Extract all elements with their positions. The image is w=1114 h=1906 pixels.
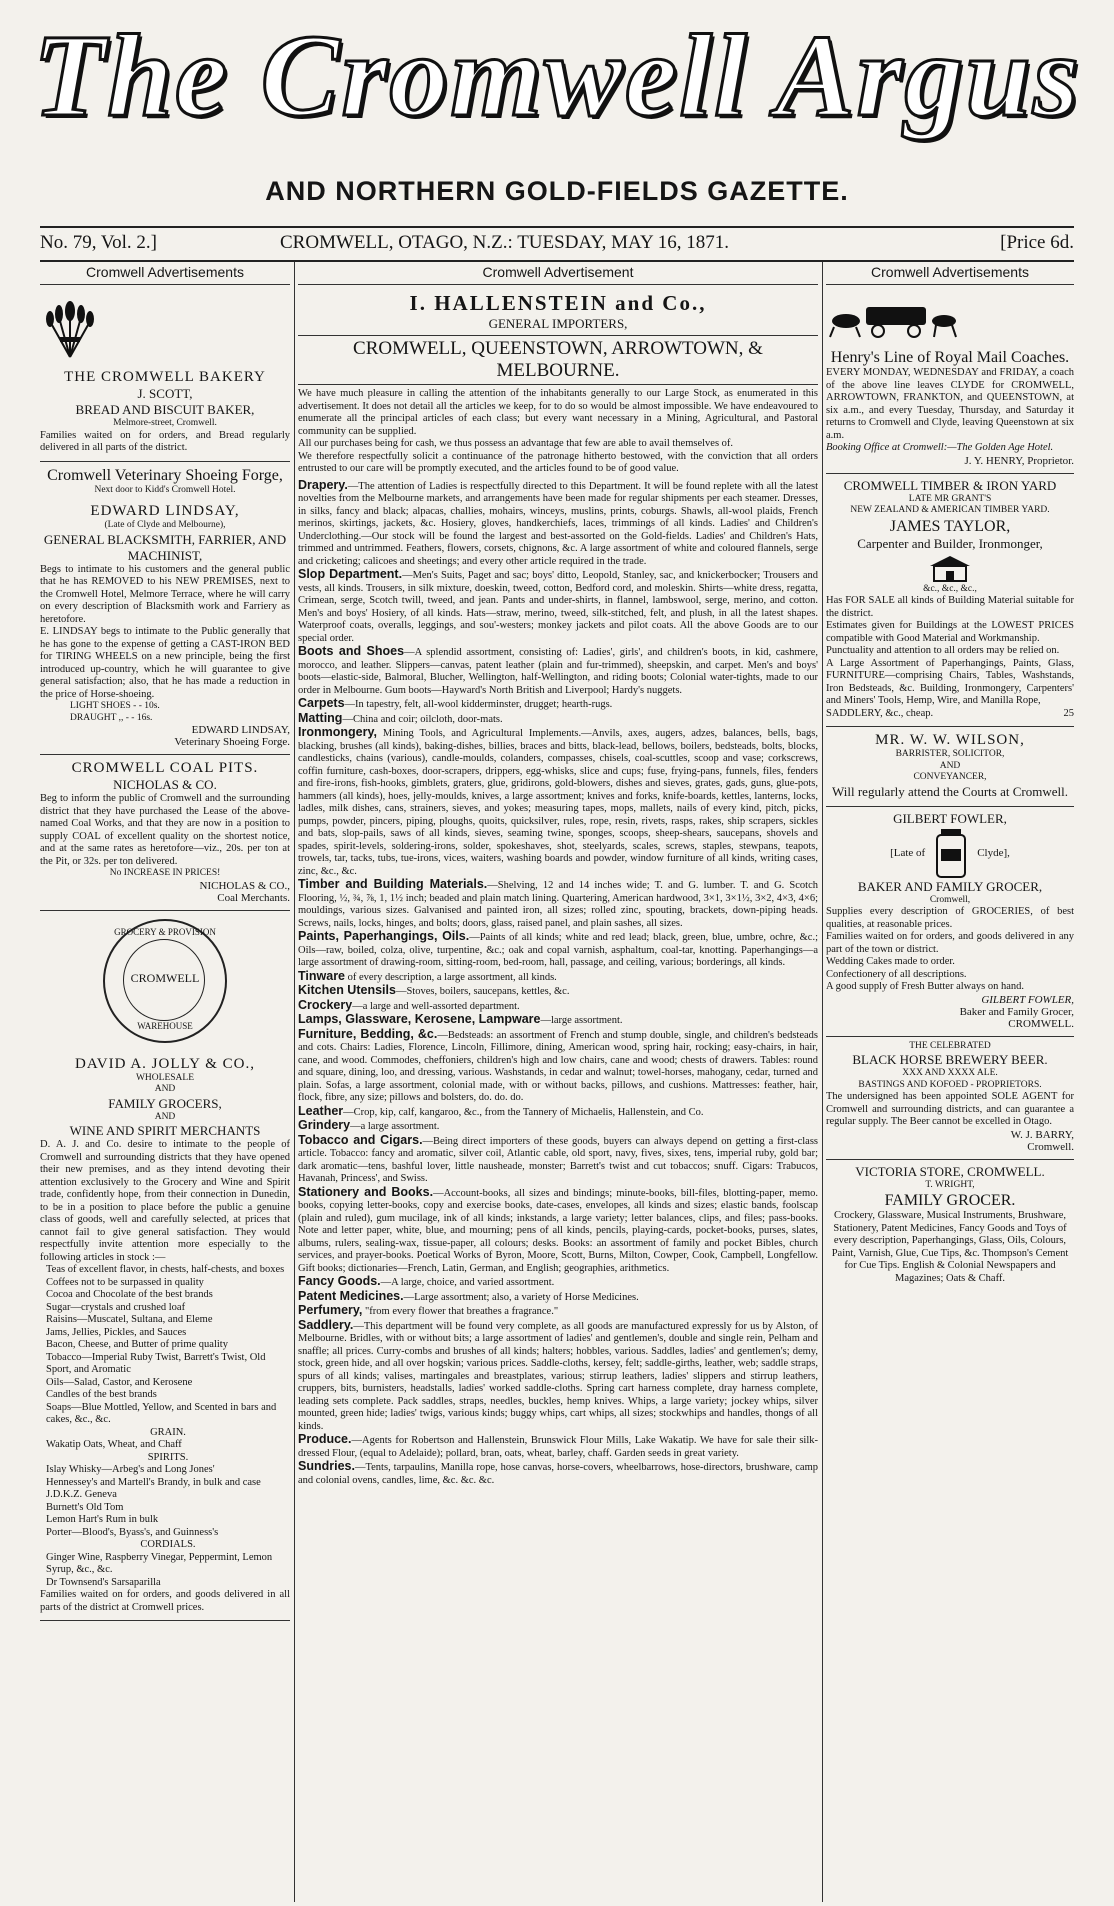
ad-line: BARRISTER, SOLICITOR, bbox=[895, 749, 1005, 759]
ad-title: THE CROMWELL BAKERY bbox=[64, 369, 266, 385]
seal-center-text: CROMWELL bbox=[130, 970, 200, 985]
ad-trade: FAMILY GROCER. bbox=[884, 1192, 1016, 1209]
list-item: Teas of excellent flavor, in chests, half-chests, and boxes bbox=[46, 1264, 285, 1275]
department-entry bbox=[298, 984, 818, 999]
ad-body: A Large Assortment of Paperhangings, Paints, Glass, FURNITURE—comprising Chairs, Tables, Washstands, Iron Bedsteads, &c. Building, Ironmongery, Carpenters' and Miners' Tools, Hemp, Wire, and Manilla Rope, bbox=[826, 657, 1074, 706]
ad-line: WINE AND SPIRIT MERCHANTS bbox=[69, 1123, 261, 1138]
ad-pre: THE CELEBRATED bbox=[909, 1040, 991, 1051]
house-icon bbox=[928, 554, 972, 582]
ad-signature: CROMWELL. bbox=[1008, 1017, 1074, 1030]
ad-late-b: Clyde], bbox=[977, 846, 1010, 859]
ad-name: J. SCOTT, bbox=[137, 386, 193, 401]
ad-fowler-grocer bbox=[826, 807, 1074, 1037]
ad-line: FAMILY GROCERS, bbox=[108, 1095, 222, 1111]
list-item: Raisins—Muscatel, Sultana, and Eleme bbox=[46, 1314, 213, 1325]
list-item: Coffees not to be surpassed in quality bbox=[46, 1276, 204, 1288]
department-entry bbox=[298, 878, 818, 930]
department-text: —This department will be found very complete, as all goods are manufactured expressly for us by Alston, of Melbourne. Bridles, with or without bits; a large assortment of ladies' and gentlemen's, double and single rein, Pelham and snaffle; all prices. Curry-combs and brushes of all kinds; halters; hobbles, various. Saddles, ladies' and gentlemen's; demy, stock, green hide, and all over hogskin; various prices. Saddle-cloths, kersey, felt; saddle-girths, leather, web; saddle straps, spurs of all kinds; valises, martingales and breastplates, various; stirrup leathers, ladies' slippers and stirrup leathers, cruppers, bits, burnisters, headstalls, ladies' worked saddle-cloths. Spring cart harness complete, dray harness complete, leading sets complete. Pack saddles, straps, needles, buckles, hemp knives. Whips, a large variety; jockey whips, silver mounted, green hide; ladies' twigs, various kinds; buggy whips, cart whips, all sizes; stockwhips and handles, thongs of all kinds. bbox=[298, 1320, 818, 1432]
column-header: Cromwell Advertisements bbox=[40, 264, 290, 285]
intro-paragraph: We therefore respectfully solicit a continuance of the patronage hitherto bestowed, with the conviction that all orders entrusted to our care will be promptly executed, and the articles found to be of good value. bbox=[298, 450, 818, 474]
department-heading: Tinware bbox=[298, 968, 346, 983]
list-item: Candles of the best brands bbox=[46, 1389, 157, 1400]
department-entry bbox=[298, 970, 818, 985]
ad-trade: GENERAL BLACKSMITH, FARRIER, AND MACHINIST, bbox=[43, 531, 287, 563]
department-heading: Patent Medicines. bbox=[298, 1288, 404, 1303]
department-text: —a large assortment. bbox=[350, 1121, 440, 1132]
ad-name: MR. W. W. WILSON, bbox=[875, 732, 1025, 748]
department-text: —Being direct importers of these goods, buyers can always depend on getting a first-class article. Tobacco: fancy and aromatic, silver coil, Atlantic cable, old sport, navy, fives, sixes, tens, imperial ruby, gold bar; dark aromatic—tens, bashful lover, little nausheade, monster; Barrett's twist and cut tobaccos; snuff. Cigars: Trabucos, Havanah, Princess', and Swiss. bbox=[298, 1135, 818, 1184]
department-heading: Slop Department. bbox=[298, 567, 403, 581]
ad-signature: Cromwell. bbox=[1027, 1140, 1074, 1153]
ad-body: EVERY MONDAY, WEDNESDAY and FRIDAY, a coach of the above line leaves CLYDE for CROMWELL, ARROWTOWN, FRANKTON, and QUEENSTOWN, at six a.m., and every Tuesday, Thursday, and Saturday it returns to Cromwell and Clyde, leaving Queenstown at six a.m. bbox=[826, 367, 1074, 441]
ad-body: D. A. J. and Co. desire to intimate to the people of Cromwell and surrounding districts that they have opened their new premises, and as they intend devoting their attention exclusively to the Grocery and Wine and Spirit trade, confidently hope, from their connection in Dunedin, to be in a position to place before the public a genuine class of goods, well and carefully selected, at prices that cannot fail to give general satisfaction. They would respectfully invite attention more especially to the following articles in stock :— bbox=[40, 1139, 290, 1263]
ad-body: Families waited on for orders, and Bread regularly delivered in all parts of the district. bbox=[40, 429, 290, 453]
ad-subline: XXX AND XXXX ALE. bbox=[902, 1068, 998, 1078]
column-header: Cromwell Advertisements bbox=[826, 264, 1074, 285]
ad-name: T. WRIGHT, bbox=[925, 1179, 975, 1190]
ad-body: A good supply of Fresh Butter always on hand. bbox=[826, 981, 1025, 992]
department-text: —Stoves, boilers, saucepans, kettles, &c. bbox=[395, 986, 570, 997]
department-heading: Crockery bbox=[298, 997, 353, 1012]
intro-paragraph: We have much pleasure in calling the attention of the inhabitants generally to our Large Stock, as enumerated in this advertisement. It does not detail all the articles we keep, for to do so would be almost impossible. We have endeavoured to enumerate all the principal articles of each class; but every want necessary in a Mining, Agricultural, and Pastoral community can be supplied. bbox=[298, 388, 818, 437]
ad-wilson-barrister bbox=[826, 727, 1074, 807]
department-text: of every description, a large assortment, all kinds. bbox=[345, 971, 557, 983]
column-header: Cromwell Advertisement bbox=[298, 264, 818, 285]
department-heading: Grindery bbox=[298, 1118, 351, 1132]
price-line: DRAUGHT ,, - - 16s. bbox=[70, 712, 153, 723]
department-entry bbox=[298, 1433, 818, 1460]
department-heading: Lamps, Glassware, Kerosene, Lampware bbox=[298, 1012, 541, 1026]
place-date: CROMWELL, OTAGO, N.Z.: TUESDAY, MAY 16, 1871. bbox=[280, 232, 730, 253]
department-text: —Men's Suits, Paget and sac; boys' ditto, Leopold, Stanley, sac, and knickerbocker; Trousers and vests, all kinds. Trousers, in silk mixture, doeskin, tweed, cotton, Bedford cord, and moleskin. Shirts—white dress, regatta, Crimean, serge, Scotch twill, tweed, and jean. Pants and under-shirts, in flannel, lambswool, serge, merino, and cotton. Men's and boys' Hosiery, of all kinds. Hats—straw, merino, tweed, silk-stitched, felt, and plush, in all the latest shapes. Waterproof coats, overalls, leggings, and sou'-westers; monkey jackets and pilot coats. All the above Goods are to our special order. bbox=[298, 570, 818, 644]
list-item: Jams, Jellies, Pickles, and Sauces bbox=[46, 1326, 187, 1338]
ad-body: Has FOR SALE all kinds of Building Material suitable for the district. bbox=[826, 595, 1074, 619]
department-entry bbox=[298, 1105, 818, 1120]
ad-signature: Coal Merchants. bbox=[217, 891, 290, 904]
ad-title: Cromwell Veterinary Shoeing Forge, bbox=[47, 466, 283, 484]
ad-body: E. LINDSAY begs to intimate to the Public generally that he has gone to the expense of getting a CAST-IRON BED for TIRING WHEELS on a new principle, being the first introduced up-country, which he will guarantee to give general satisfaction; also, that he has made a reduction in the price of Horse-shoeing. bbox=[40, 626, 290, 700]
ad-late-a: [Late of bbox=[890, 846, 926, 859]
department-entry bbox=[298, 568, 818, 645]
department-text: —Account-books, all sizes and bindings; minute-books, bill-files, blotting-paper, memo. books, copying letter-books, copy and exercise books, date-cases, envelopes, all kinds and sizes; elastic bands, foolscap (plain and ruled), gum mucilage, ink of all kinds; inkstands, a large variety; letter balances, clips, and files; pass-books. Note and letter paper, white, blue, and mourning; pens of all kinds, pencils, playing-cards, pocket-books, purses, slates, albums, rulers, sealing-wax, tissue-paper, all colours; desks. Books: an assortment of family and pocket Bibles, church services, and prayer-books. Poetical Works of Byron, Moore, Scott, Burns, Milton, Cowper, Cook, Campbell, Longfellow. Gift books; dictionaries—French, Latin, German, and English; geographies, arithmetics. bbox=[298, 1187, 818, 1274]
department-text: —A large, choice, and varied assortment. bbox=[380, 1277, 555, 1288]
seal-top-text: GROCERY & PROVISION bbox=[114, 926, 216, 937]
ad-title: BLACK HORSE BREWERY BEER. bbox=[852, 1052, 1048, 1067]
dateline-rule bbox=[40, 260, 1074, 262]
ad-signature: EDWARD LINDSAY, bbox=[191, 724, 290, 736]
department-entry bbox=[298, 1304, 818, 1319]
wheat-sheaf-icon bbox=[40, 299, 100, 359]
department-heading: Fancy Goods. bbox=[298, 1274, 381, 1288]
seal-bottom-text: WAREHOUSE bbox=[137, 1020, 193, 1031]
masthead bbox=[0, 0, 1114, 225]
department-text: —a large and well-assorted department. bbox=[352, 1000, 520, 1012]
department-entry bbox=[298, 1460, 818, 1487]
ad-name: NICHOLAS & CO. bbox=[113, 777, 217, 792]
department-heading: Perfumery, bbox=[298, 1303, 363, 1317]
ad-etc: &c., &c., &c., bbox=[923, 583, 977, 594]
department-heading: Ironmongery, bbox=[298, 725, 377, 739]
department-entry bbox=[298, 1119, 818, 1134]
department-text: —Tents, tarpaulins, Manilla rope, hose canvas, horse-covers, wheelbarrows, hose-directors, brushware, camp and colonial ovens, candles, lime, &c. &c. &c. bbox=[298, 1462, 818, 1486]
department-list bbox=[298, 479, 818, 1488]
ad-signature: W. J. BARRY, bbox=[1010, 1128, 1074, 1141]
ad-body: The undersigned has been appointed SOLE AGENT for Cromwell and surrounding districts, and can guarantee a regular supply. The Beer cannot be excelled in Otago. bbox=[826, 1091, 1074, 1127]
department-entry bbox=[298, 1319, 818, 1434]
ad-cromwell-bakery bbox=[40, 291, 290, 462]
department-text: —A splendid assortment, consisting of: Ladies', girls', and children's boots, in kid, cashmere, morocco, and leather. Slippers—canvas, patent leather (plain and fur-trimmed), sheepskin, and carpet. Men's and boys' boots—elastic-side, Balmoral, Blucher, Wellington, half-Wellington, and riding boots; Colonial water-tights, made to our order in Melbourne. Gum boots—Hayward's North British and Liverpool; Hardy's nuggets. bbox=[298, 647, 818, 696]
firm-places: CROMWELL, QUEENSTOWN, ARROWTOWN, & MELBOURNE. bbox=[298, 335, 818, 385]
ad-body: Will regularly attend the Courts at Cromwell. bbox=[832, 783, 1068, 799]
list-item: Dr Townsend's Sarsaparilla bbox=[46, 1576, 161, 1588]
intro-paragraph: All our purchases being for cash, we thus possess an advantage that few are able to avail themselves of. bbox=[298, 438, 734, 449]
list-item: Porter—Blood's, Byass's, and Guinness's bbox=[46, 1526, 219, 1538]
ad-note: No INCREASE IN PRICES! bbox=[109, 868, 221, 878]
list-item: Bacon, Cheese, and Butter of prime quality bbox=[46, 1339, 228, 1350]
grocery-seal bbox=[103, 919, 227, 1043]
ad-note: Booking Office at Cromwell:—The Golden Age Hotel. bbox=[826, 442, 1054, 453]
department-heading: Leather bbox=[298, 1103, 344, 1118]
list-item: Oils—Salad, Castor, and Kerosene bbox=[46, 1376, 193, 1388]
ad-name: DAVID A. JOLLY & CO., bbox=[75, 1055, 255, 1072]
ad-body: Punctuality and attention to all orders may be relied on. bbox=[826, 645, 1060, 656]
ad-signature: Baker and Family Grocer, bbox=[959, 1005, 1074, 1018]
department-entry bbox=[298, 726, 818, 878]
department-heading: Drapery. bbox=[298, 477, 348, 492]
ad-title: VICTORIA STORE, CROMWELL. bbox=[855, 1163, 1045, 1179]
ad-signature: Veterinary Shoeing Forge. bbox=[174, 736, 290, 748]
coach-icon bbox=[826, 299, 966, 339]
ad-body: Beg to inform the public of Cromwell and the surrounding district that they have purchased the Lease of the above-named Coal Works, and that they are now in a position to supply COAL of excellent quality on the shortest notice, and at the same rates as heretofore—viz., 20s. per ton at the Pit, or 32s. per ton delivered. bbox=[40, 793, 290, 867]
department-entry bbox=[298, 999, 818, 1014]
department-text: —In tapestry, felt, all-wool kidderminster, drugget; hearth-rugs. bbox=[344, 699, 613, 710]
column-left bbox=[40, 264, 290, 1900]
department-entry bbox=[298, 645, 818, 697]
department-heading: Carpets bbox=[298, 696, 345, 710]
department-heading: Matting bbox=[298, 710, 343, 725]
ad-number: 25 bbox=[1063, 707, 1074, 719]
department-heading: Tobacco and Cigars. bbox=[298, 1132, 423, 1147]
firm-name: I. HALLENSTEIN and Co., bbox=[409, 291, 707, 315]
department-heading: Stationery and Books. bbox=[298, 1184, 434, 1199]
ad-late-row bbox=[826, 827, 1074, 879]
column-center bbox=[298, 264, 818, 1900]
ad-body: Crockery, Glassware, Musical Instruments, Brushware, Stationery, Patent Medicines, Fancy Goods and Toys of every description, Paperhangings, Glass, Oils, Colours, Paint, Varnish, Glue, Cue Tips, &c. Thompson's Cement for Cue Tips. English & Colonial Newspapers and Magazines; Oats & Chaff. bbox=[831, 1210, 1069, 1284]
department-text: —Shelving, 12 and 14 inches wide; T. and G. lumber. T. and G. Scotch Flooring, ½, ¾, ⅞, 1, 1½ inch; beaded and plain match lining. Quartering, American hardwood, 3×1, 3×1½, 3×2, 4×3, 4×6; mouldings, various sizes. Galvanised and painted iron, all sizes; rolled zinc, spouting, brackets, down-piping heads. Screws, nails, locks, hinges, and bolts; doors, glass, raised panel, and plain sashes, all sizes. bbox=[298, 880, 818, 929]
price-line: LIGHT SHOES - - 10s. bbox=[70, 701, 160, 711]
ad-subline: LATE MR GRANT'S bbox=[908, 493, 992, 504]
department-text: —Large assortment; also, a variety of Horse Medicines. bbox=[403, 1291, 639, 1303]
ad-line: AND bbox=[154, 1084, 176, 1094]
list-subhead: GRAIN. bbox=[150, 1426, 186, 1438]
list-item: Lemon Hart's Rum in bulk bbox=[46, 1514, 159, 1525]
ad-timber-yard bbox=[826, 474, 1074, 728]
column-rule bbox=[294, 262, 295, 1902]
ad-body: Estimates given for Buildings at the LOWEST PRICES compatible with Good Material and Workmanship. bbox=[826, 620, 1074, 644]
department-heading: Furniture, Bedding, &c. bbox=[298, 1026, 438, 1041]
ad-signature: NICHOLAS & CO., bbox=[199, 879, 290, 892]
ad-signature: GILBERT FOWLER, bbox=[981, 993, 1074, 1006]
newspaper-title: The Cromwell Argus bbox=[33, 10, 1081, 141]
department-entry bbox=[298, 697, 818, 712]
department-heading: Sundries. bbox=[298, 1459, 355, 1473]
ad-name: JAMES TAYLOR, bbox=[889, 517, 1011, 535]
ad-line: CONVEYANCER, bbox=[913, 772, 987, 782]
list-item: Sugar—crystals and crushed loaf bbox=[46, 1301, 186, 1313]
department-heading: Timber and Building Materials. bbox=[298, 877, 488, 891]
department-entry bbox=[298, 1290, 818, 1305]
ad-body: Confectionery of all descriptions. bbox=[826, 968, 967, 980]
ad-name: GILBERT FOWLER, bbox=[893, 810, 1007, 826]
jar-icon bbox=[931, 827, 971, 879]
list-item: Wakatip Oats, Wheat, and Chaff bbox=[46, 1439, 182, 1450]
list-item: Soaps—Blue Mottled, Yellow, and Scented in bars and cakes, &c., &c. bbox=[46, 1401, 277, 1425]
ad-royal-mail-coaches bbox=[826, 291, 1074, 474]
list-item: Cocoa and Chocolate of the best brands bbox=[46, 1289, 213, 1300]
price: [Price 6d. bbox=[1000, 232, 1074, 253]
ad-line: WHOLESALE bbox=[135, 1072, 195, 1083]
ad-trade: Carpenter and Builder, Ironmonger, bbox=[857, 535, 1043, 551]
department-entry bbox=[298, 1013, 818, 1028]
department-text: —Bedsteads: an assortment of French and stump double, single, and children's bedsteads and cots. Chairs: Ladies, Florence, Lincoln, Fillimore, dining, American wood, spring hair, rocking; easy-chairs, in hair, cane, and wood. Commodes, cheffoniers, children's high and low chairs, cane and wood; chests of drawers. Tables: round and square, dining, loo, and dressing, various. Washstands, in cedar and walnut; towel-horses, mahogany, cedar, turned and plain. Sofas, a large assortment, colonial made, with or without backs, pillows, and cushions. Mattresses: feather, hair, flock, fibre, any size; pillows and bolsters, do. do. do. bbox=[298, 1029, 818, 1103]
list-subhead: CORDIALS. bbox=[140, 1539, 196, 1550]
ad-footer: Families waited on for orders, and goods delivered in all parts of the district at Cromwell prices. bbox=[40, 1589, 290, 1613]
department-entry bbox=[298, 1134, 818, 1186]
ad-veterinary-forge bbox=[40, 462, 290, 756]
department-heading: Paints, Paperhangings, Oils. bbox=[298, 929, 470, 943]
column-rule bbox=[822, 262, 823, 1902]
department-entry bbox=[298, 930, 818, 970]
ad-subline: (Late of Clyde and Melbourne), bbox=[104, 520, 226, 530]
department-text: —China and coir; oilcloth, door-mats. bbox=[342, 713, 503, 725]
department-text: —large assortment. bbox=[540, 1015, 623, 1026]
department-heading: Saddlery. bbox=[298, 1317, 354, 1332]
department-text: —Paints of all kinds; white and red lead; black, green, blue, umbre, ochre, &c.; Oils—raw, boiled, colza, olive, turpentine, &c.; oak and copal varnish, asphaltum, coal-tar, knotting. Paperhangings—a large assortment of drawing-room, sitting-room, bed-room, hall, passage, and ceiling, various; borderings, all kinds. bbox=[298, 932, 818, 968]
ad-jolly-grocers bbox=[40, 1051, 290, 1622]
ad-victoria-store bbox=[826, 1160, 1074, 1292]
list-item: J.D.K.Z. Geneva bbox=[46, 1489, 117, 1500]
ad-body-tail: SADDLERY, &c., cheap. bbox=[826, 707, 934, 719]
ad-town: Cromwell, bbox=[929, 894, 971, 905]
firm-subtitle: GENERAL IMPORTERS, bbox=[488, 316, 628, 331]
list-item: Ginger Wine, Raspberry Vinegar, Peppermint, Lemon Syrup, &c., &c. bbox=[46, 1551, 273, 1575]
department-heading: Kitchen Utensils bbox=[298, 983, 396, 997]
ad-body: Supplies every description of GROCERIES, of best qualities, at reasonable prices. bbox=[826, 906, 1074, 930]
department-text: —The attention of Ladies is respectfully directed to this Department. It will be found replete with all the latest novelties from the Melbourne markets, and arrangements have been made for regular shipments per each steamer. Dresses, in silks, fancy and black; alpacas, challies, mohairs, winceys, muslins, prints, coburgs. Shawls, all-wool plaids, French merinos, skirtings, jackets, &c. Hosiery, gloves, handkerchiefs, laces, trimmings of all kinds. Ladies' and Children's Underclothing.—Our stock will be found the largest and best-assorted on the Gold-fields. Ladies' and Children's Hats, trimmed and untrimmed. Feathers, flowers, corsets, chignons, &c. A large assortment of white and coloured flannels, serge and cricketing; calicoes and sheetings; and every other article required in the trade. bbox=[298, 480, 818, 567]
ad-coal-pits bbox=[40, 755, 290, 911]
department-entry bbox=[298, 1028, 818, 1105]
ad-body: Families waited on for orders, and goods delivered in any part of the town or district. bbox=[826, 931, 1074, 955]
ad-name: EDWARD LINDSAY, bbox=[90, 503, 240, 519]
list-item: Islay Whisky—Arbeg's and Long Jones' bbox=[46, 1464, 215, 1475]
ad-props: BASTINGS AND KOFOED - PROPRIETORS. bbox=[858, 1079, 1042, 1090]
department-heading: Produce. bbox=[298, 1432, 352, 1446]
ad-body bbox=[826, 708, 1074, 721]
ad-line: AND bbox=[939, 760, 961, 771]
department-entry bbox=[298, 479, 818, 569]
ad-subline: NEW ZEALAND & AMERICAN TIMBER YARD. bbox=[850, 505, 1050, 515]
list-item: Burnett's Old Tom bbox=[46, 1501, 124, 1513]
dateline bbox=[40, 232, 1074, 258]
ad-signature: J. Y. HENRY, Proprietor. bbox=[964, 454, 1074, 467]
ad-line: AND bbox=[154, 1111, 176, 1122]
ad-address: Next door to Kidd's Cromwell Hotel. bbox=[94, 484, 236, 495]
issue-number: No. 79, Vol. 2.] bbox=[40, 232, 158, 253]
ad-title: CROMWELL COAL PITS. bbox=[71, 760, 259, 776]
department-entry bbox=[298, 1275, 818, 1290]
stock-list bbox=[40, 1264, 290, 1589]
ad-title: CROMWELL TIMBER & IRON YARD bbox=[843, 477, 1057, 493]
ad-body: Wedding Cakes made to order. bbox=[826, 956, 955, 967]
top-rule bbox=[40, 226, 1074, 228]
ad-trade: BREAD AND BISCUIT BAKER, bbox=[75, 402, 255, 417]
ad-title: Henry's Line of Royal Mail Coaches. bbox=[830, 349, 1070, 366]
column-right bbox=[826, 264, 1074, 1900]
department-text: Mining Tools, and Agricultural Implements.—Anvils, axes, augers, adzes, balances, bells, bags, blacking, brushes (all kinds), baking-dishes, billies, braces and bitts, black-lead, bellows, boilers, bedsteads, bolts, blocks, candlesticks, chains (various), candle-moulds, colanders, compasses, chisels, coal-scuttles, scoop and vase; corkscrews, coffin furniture, cash-boxes, door-scrapers, drippers, egg-whisks, slice and cups; fuse, frying-pans, funnels, files, fenders and fire-irons, fish-hooks, gimblets, graters, glue, gridirons, gold-blowers, dishes and sieves, grates, gads, guns, glue-pots, hammers (all kinds), hoes, jelly-moulds, knives, a large assortment; knives and forks, knife-boards, kettles, lanterns, locks, ladles, milk dishes, cans, strainers, sieves, and yokes; measuring tapes, mops, mallets, nails of every kind, pitch, picks, pumps, powder, pincers, piping, ploughs, quoits, quicksilver, rules, rope, resin, rivets, rasps, rakes, ship scrapers, sickles and bats, slop-pails, saws of all kinds, sieves, seaming twine, sponges, scoops, sheep-shears, saucepans, shovels and spades, spirit-levels, soldering-irons, solder, spokeshaves, shot, steelyards, scales, screws, staples, stewpans, teapots, trowels, tar, tacks, tubs, tue-irons, vices, waiters, washing boards and powder, window furniture of all kinds, writing cases, zinc, &c., &c. bbox=[298, 728, 818, 877]
newspaper-subtitle: AND NORTHERN GOLD-FIELDS GAZETTE. bbox=[265, 176, 849, 206]
ad-trade: BAKER AND FAMILY GROCER, bbox=[857, 878, 1043, 894]
department-text: —Agents for Robertson and Hallenstein, Brunswick Flour Mills, Lake Wakatip. We have for sale their silk-dressed Flour, (equal to Adelaide); pollard, bran, oats, wheat, barley, chaff. Garden seeds in great variety. bbox=[298, 1435, 818, 1459]
department-entry bbox=[298, 712, 818, 727]
ad-body: Begs to intimate to his customers and the general public that he has REMOVED to his NEW PREMISES, next to the Cromwell Hotel, Melmore Terrace, where he will carry on every description of Blacksmith work and Farriery as heretofore. bbox=[40, 563, 290, 625]
ad-address: Melmore-street, Cromwell. bbox=[113, 418, 217, 428]
department-entry bbox=[298, 1186, 818, 1276]
department-heading: Boots and Shoes bbox=[298, 644, 405, 658]
department-text: "from every flower that breathes a fragrance." bbox=[362, 1306, 559, 1317]
list-subhead: SPIRITS. bbox=[147, 1451, 189, 1463]
list-item: Tobacco—Imperial Ruby Twist, Barrett's Twist, Old Sport, and Aromatic bbox=[46, 1351, 266, 1375]
ad-black-horse-beer bbox=[826, 1037, 1074, 1160]
list-item: Hennessey's and Martell's Brandy, in bulk and case bbox=[46, 1476, 261, 1488]
department-text: —Crop, kip, calf, kangaroo, &c., from the Tannery of Michaelis, Hallenstein, and Co. bbox=[343, 1106, 704, 1118]
